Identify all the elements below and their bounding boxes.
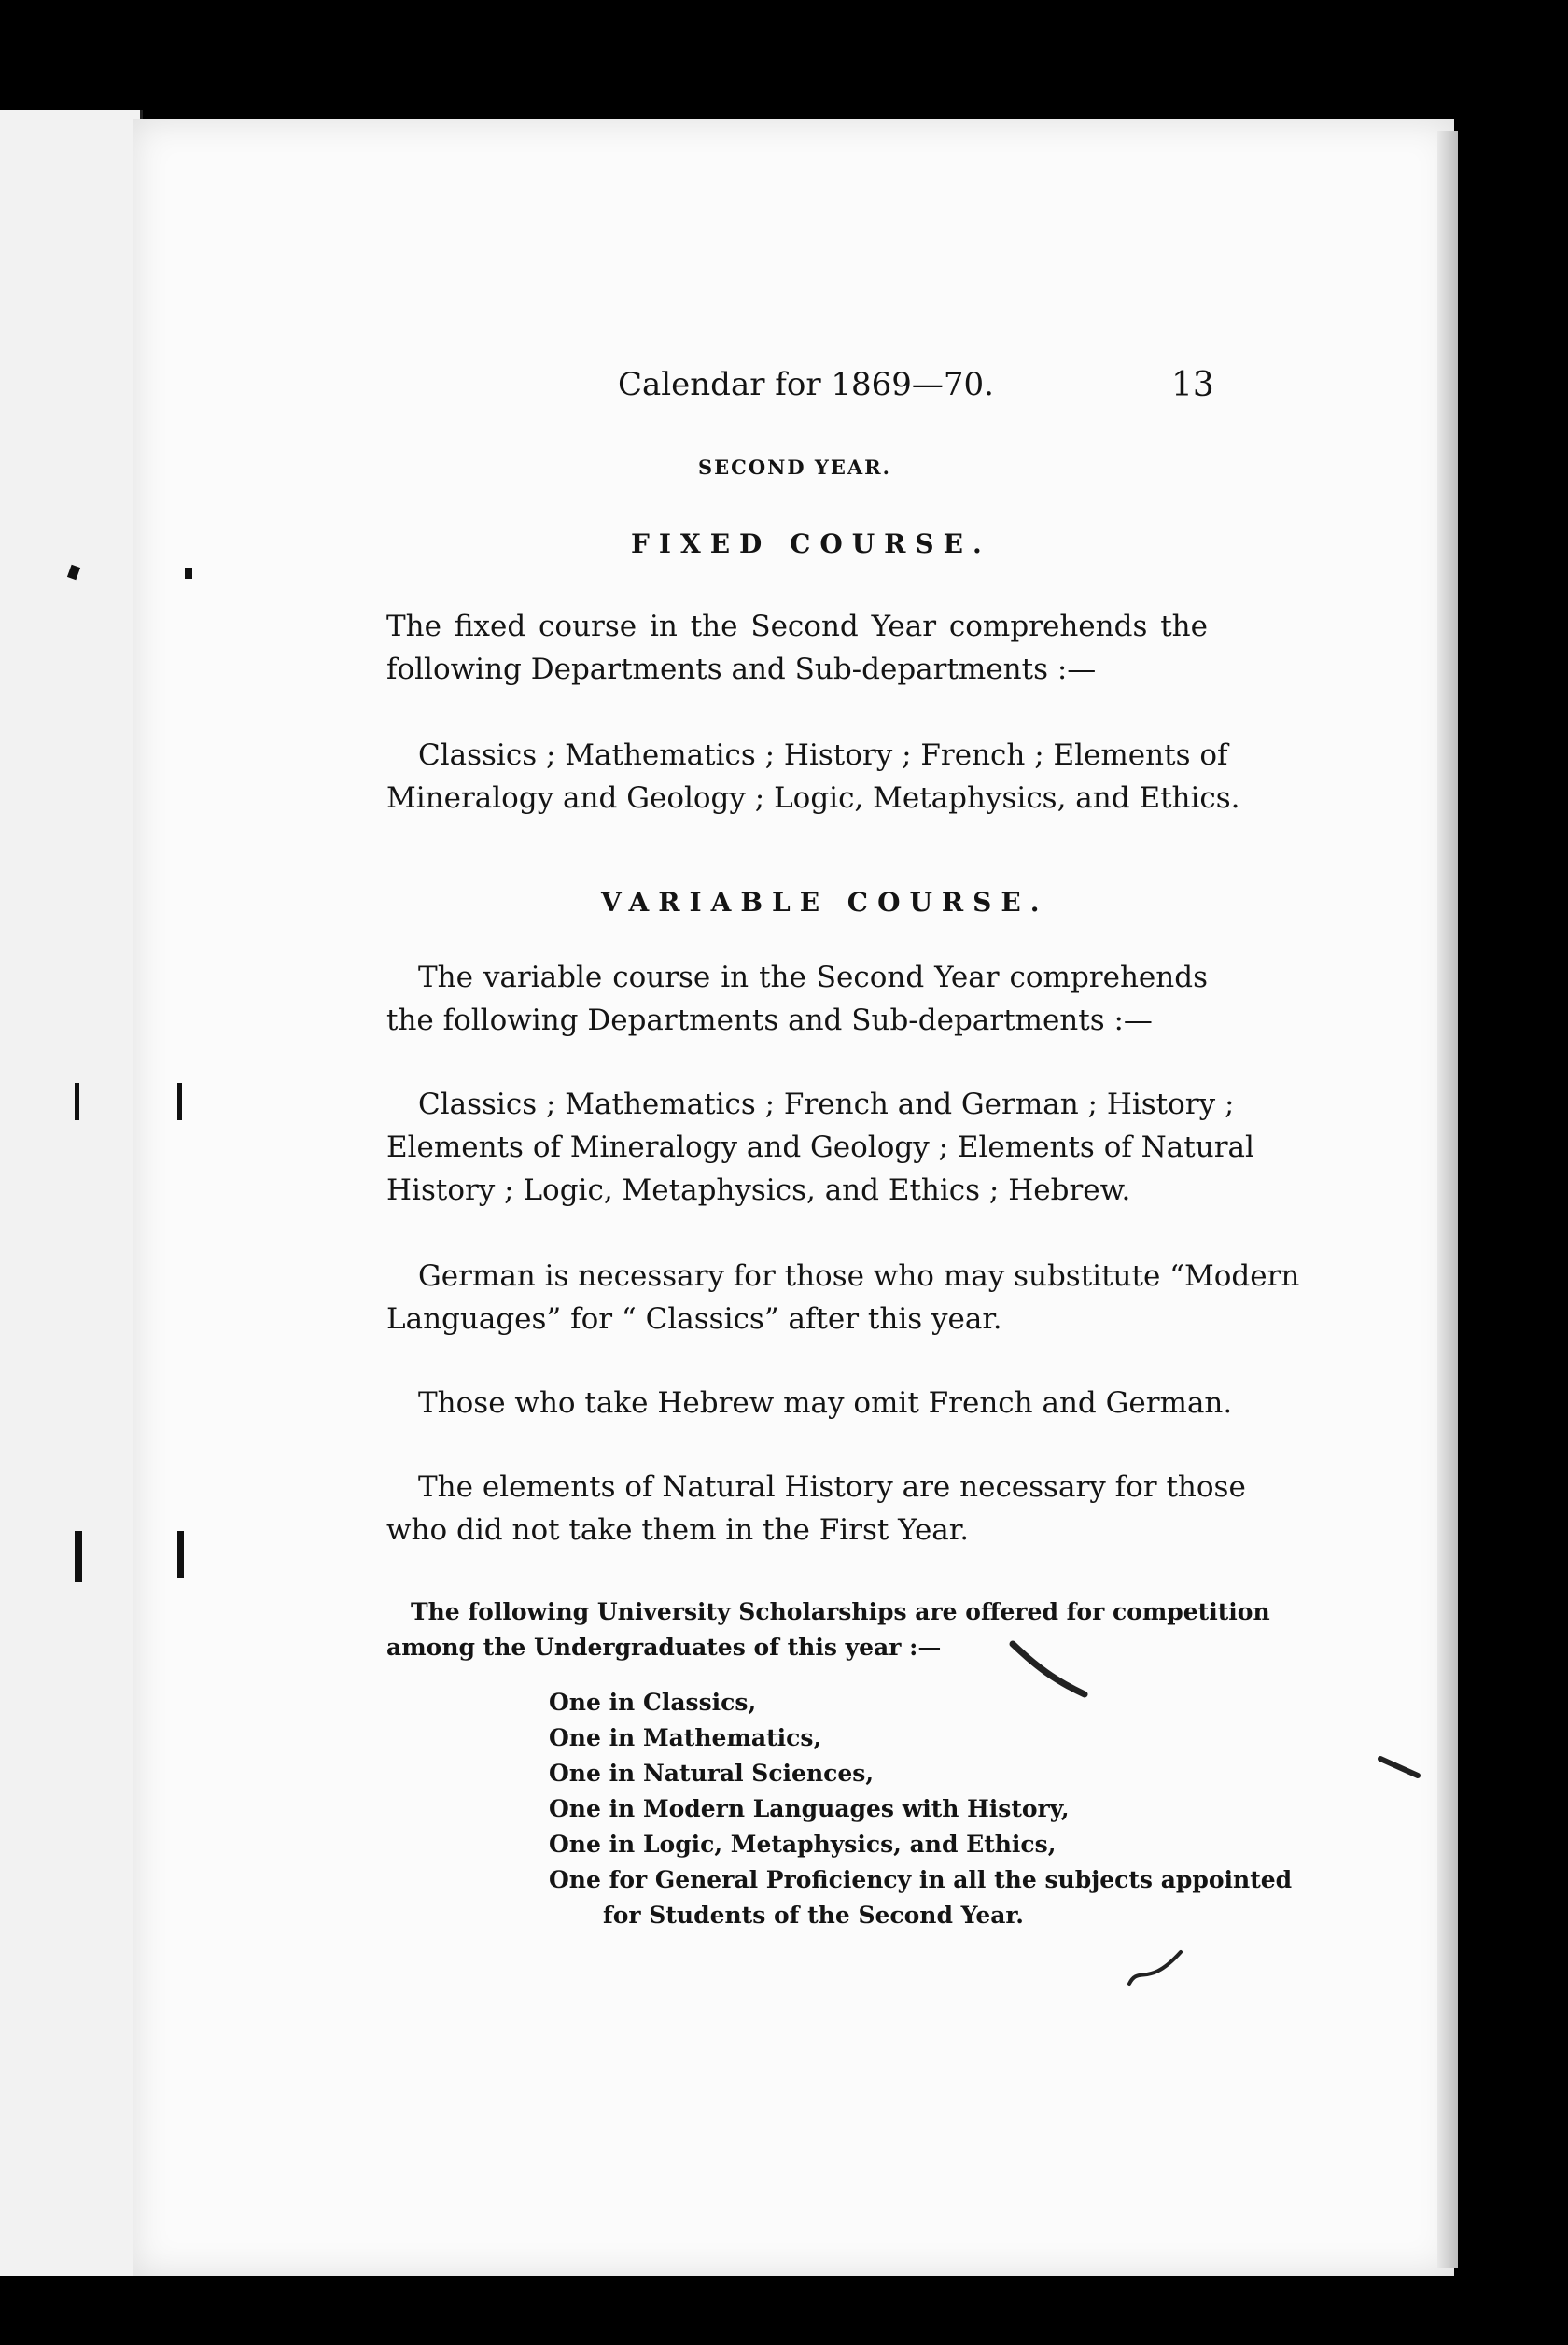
speck-mark: [177, 1083, 182, 1120]
variable-course-heading: VARIABLE COURSE.: [601, 887, 1049, 918]
text-line: The following University Scholarships are offered for competition: [411, 1598, 1270, 1625]
pen-stroke-mark: [1125, 1946, 1190, 1993]
variable-course-subjects: [386, 1083, 1254, 1212]
german-note: [386, 1255, 1300, 1341]
fixed-course-intro: [386, 605, 1208, 691]
scholarships-list: [549, 1685, 1292, 1933]
speck-mark: [177, 1531, 184, 1578]
text-line: Elements of Mineralogy and Geology ; Elements of Natural: [386, 1130, 1254, 1164]
scholarship-item-continuation: for Students of the Second Year.: [603, 1902, 1025, 1929]
scholarship-item: One in Classics,: [549, 1689, 757, 1716]
speck-mark: [185, 568, 192, 579]
text-line: German is necessary for those who may substitute “Modern: [418, 1259, 1300, 1293]
speck-mark: [75, 1531, 82, 1582]
running-title: Calendar for 1869—70.: [618, 366, 994, 403]
natural-history-note: [386, 1466, 1246, 1552]
text-line: The elements of Natural History are necessary for those: [418, 1470, 1246, 1504]
scholarship-item: One in Natural Sciences,: [549, 1760, 875, 1787]
text-line: Classics ; Mathematics ; French and German ; History ;: [418, 1088, 1235, 1121]
text-line: the following Departments and Sub-departments :—: [386, 1004, 1153, 1037]
scholarship-item: One in Mathematics,: [549, 1724, 822, 1751]
speck-mark: [75, 1083, 79, 1120]
scholarship-item: One for General Proficiency in all the subjects appointed: [549, 1866, 1293, 1893]
variable-course-intro: [386, 956, 1208, 1042]
section-year-heading: SECOND YEAR.: [698, 456, 891, 479]
hebrew-note: Those who take Hebrew may omit French and German.: [418, 1386, 1233, 1420]
text-line: Mineralogy and Geology ; Logic, Metaphysics, and Ethics.: [386, 781, 1240, 815]
text-line: Classics ; Mathematics ; History ; French ; Elements of: [418, 738, 1228, 772]
page-number: 13: [1171, 366, 1214, 404]
text-line: The variable course in the Second Year comprehends: [418, 961, 1208, 994]
facing-page-edge: [0, 110, 143, 2276]
text-line: History ; Logic, Metaphysics, and Ethics ; Hebrew.: [386, 1173, 1131, 1207]
text-line: Languages” for “ Classics” after this year.: [386, 1302, 1002, 1336]
text-line: who did not take them in the First Year.: [386, 1513, 970, 1547]
text-line: among the Undergraduates of this year :—: [386, 1634, 942, 1661]
page-edge-shadow: [1437, 131, 1458, 2268]
text-line: The fixed course in the Second Year comprehends the: [386, 610, 1208, 643]
pen-stroke-mark: [1377, 1753, 1423, 1781]
fixed-course-heading: FIXED COURSE.: [631, 528, 991, 559]
scholarship-item: One in Modern Languages with History,: [549, 1795, 1070, 1822]
scholarship-item: One in Logic, Metaphysics, and Ethics,: [549, 1831, 1057, 1858]
fixed-course-subjects: [386, 734, 1240, 820]
pen-stroke-mark: [1008, 1638, 1092, 1704]
text-line: following Departments and Sub-departments :—: [386, 653, 1097, 686]
